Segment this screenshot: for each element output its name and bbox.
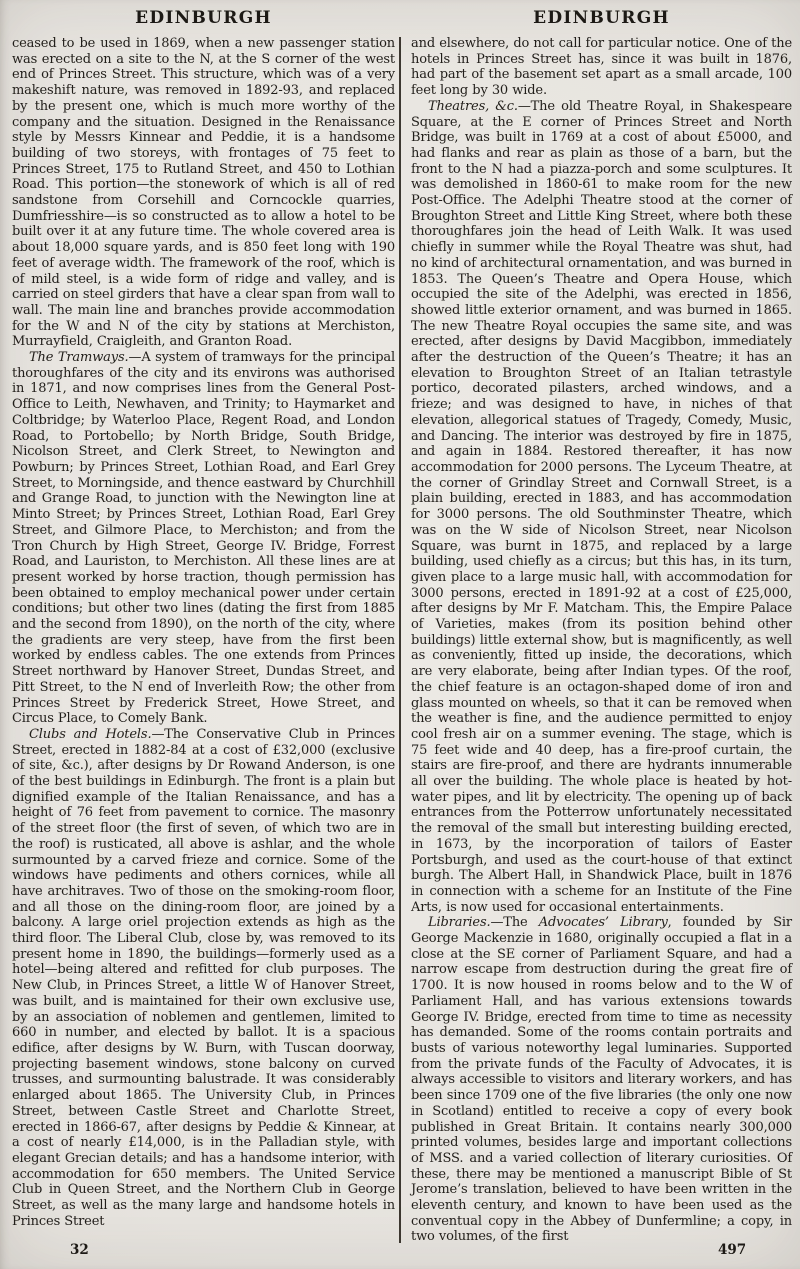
left-running-head: EDINBURGH [135, 8, 272, 28]
page-number-right: 497 [718, 1242, 747, 1258]
paragraph-text: —A system of tramways for the principal thoroughfares of the city and its environs was authorised in 1871, and now comprises lines from the General Post-Office to Leith, Newhaven, and Trinity; to Haymarket and Coltbridge; by Waterloo Place, Regent Road, and London Road, to Portobello; by North Bridge, South Bridge, Nicolson Street, and Clerk Street, to Newington and Powburn; by Princes Street, Lothian Road, and Earl Grey Street, to Morningside, and thence eastward by Churchhill and Grange Road, to junction with the Newington line at Minto Street; by Princes Street, Lothian Road, Earl Grey Street, and Gilmore Place, to Merchiston; and from the Tron Church by High Street, George IV. Bridge, Forrest Road, and Lauriston, to Merchiston. All these lines are at present worked by horse traction, though permission has been obtained to employ mechanical power under certain conditions; but other two lines (dating the first from 1885 and the second from 1890), on the north of the city, where the gradients are very steep, have from the first been worked by endless cables. The one extends from Princes Street northward by Hanover Street, Dundas Street, and Pitt Street, to the N end of Inverleith Row; the other from Princes Street by Frederick Street, Howe Street, and Circus Place, to Comely Bank. [12, 350, 396, 727]
paragraph-italic-title: Advocates’ Library [538, 915, 668, 931]
paragraph-station-continuation [12, 36, 395, 350]
right-column-text [411, 36, 792, 1245]
right-running-head: EDINBURGH [533, 8, 670, 28]
paragraph-text: ceased to be used in 1869, when a new passenger station was erected on a site to the N, at the S corner of the west end of Princes Street. This structure, which was of a very makeshift nature, was removed in 1892-93, and replaced by the present one, which is much more worthy of the company and the situation. Designed in the Renaissance style by Messrs Kinnear and Peddie, it is a handsome building of two storeys, with frontages of 75 feet to Princes Street, 175 to Rutland Street, and 450 to Lothian Road. This portion—the stonework of which is all of red sandstone from Corsehill and Corncockle quarries, Dumfriesshire—is so constructed as to allow a hotel to be built over it at any future time. The whole covered area is about 18,000 square yards, and is 850 feet long with 190 feet of average width. The framework of the roof, which is of mild steel, is a wide form of ridge and valley, and is carried on steel girders that have a clear span from wall to wall. The main line and branches provide accommodation for the W and N of the city by stations at Merchiston, Murrayfield, Craigleith, and Granton Road. [12, 36, 395, 350]
paragraph-libraries [411, 915, 792, 1245]
paragraph-text: —The Conservative Club in Princes Street, erected in 1882-84 at a cost of £32,000 (exclusive of site, &c.), after designs by Dr Rowand Anderson, is one of the best buildings in Edinburgh. The front is a plain but dignified example of the Italian Renaissance, and has a height of 76 feet from pavement to cornice. The masonry of the street floor (the first of seven, of which two are in the roof) is rusticated, all above is ashlar, and the whole surmounted by a carved frieze and cornice. Some of the windows have pediments and others cornices, while all have architraves. Two of those on the smoking-room floor, and all those on the dining-room floor, are joined by a balcony. A large oriel projection extends as high as the third floor. The Liberal Club, close by, was removed to its present home in 1890, the buildings—formerly used as a hotel—being altered and refitted for club purposes. The New Club, in Princes Street, a little W of Hanover Street, was built, and is maintained for their own exclusive use, by an association of noblemen and gentlemen, limited to 660 in number, and elected by ballot. It is a spacious edifice, after designs by W. Burn, with Tuscan doorway, projecting basement windows, stone balcony on curved trusses, and surmounting balustrade. It was considerably enlarged about 1865. The University Club, in Princes Street, between Castle Street and Charlotte Street, erected in 1866-67, after designs by Peddie & Kinnear, at a cost of nearly £14,000, is in the Palladian style, with elegant Grecian details; and has a handsome interior, with accommodation for 650 members. The United Service Club in Queen Street, and the Northern Club in George Street, as well as the many large and handsome hotels in Princes Street [12, 726, 395, 1229]
paragraph-theatres [411, 99, 792, 916]
paragraph-text: and elsewhere, do not call for particular notice. One of the hotels in Princes Street has, since it was built in 1876, had part of the basement set apart as a small arcade, 100 feet long by 30 wide. [411, 36, 792, 99]
paragraph-text: —The [490, 915, 539, 931]
right-column [411, 8, 792, 1245]
paragraph-tramways [12, 350, 395, 727]
paragraph-lead: Libraries. [428, 915, 491, 931]
paragraph-text: , founded by Sir George Mackenzie in 1680, originally occupied a flat in a close at the SE corner of Parliament Square, and had a narrow escape from destruction during the great fire of 1700. It is now housed in rooms below and to the W of Parliament Hall, and has various extensions towards George IV. Bridge, erected from time to time as necessity has demanded. Some of the rooms contain portraits and busts of various noteworthy legal luminaries. Supported from the private funds of the Faculty of Advocates, it is always accessible to visitors and literary workers, and has been since 1709 one of the five libraries (the only one now in Scotland) entitled to receive a copy of every book published in Great Britain. It contains nearly 300,000 printed volumes, besides large and important collections of MSS. and a varied collection of literary curiosities. Of these, there may be mentioned a manuscript Bible of St Jerome’s translation, believed to have been written in the eleventh century, and known to have been used as the conventual copy in the Abbey of Dunfermline; a copy, in two volumes, of the first [411, 915, 792, 1245]
paragraph-lead: Theatres, &c. [428, 98, 518, 114]
left-column-text [12, 36, 395, 1229]
page-number-left: 32 [70, 1242, 89, 1258]
column-divider-rule [399, 37, 401, 1243]
paragraph-lead: Clubs and Hotels. [29, 726, 152, 742]
paragraph-hotels-continuation [411, 36, 792, 99]
left-column [12, 8, 395, 1229]
paragraph-text: —The old Theatre Royal, in Shakespeare Square, at the E corner of Princes Street and North Bridge, was built in 1769 at a cost of about £5000, and had flanks and rear as plain as those of a barn, but the front to the N had a piazza-porch and some sculptures. It was demolished in 1860-61 to make room for the new Post-Office. The Adelphi Theatre stood at the corner of Broughton Street and Little King Street, where both these thoroughfares join the head of Leith Walk. It was used chiefly in summer while the Royal Theatre was shut, had no kind of architectural ornamentation, and was burned in 1853. The Queen’s Theatre and Opera House, which occupied the site of the Adelphi, was erected in 1856, showed little exterior ornament, and was burned in 1865. The new Theatre Royal occupies the same site, and was erected, after designs by David Macgibbon, immediately after the destruction of the Queen’s Theatre; it has an elevation to Broughton Street of an Italian tetrastyle portico, decorated pilasters, arched windows, and a frieze; and was designed to have, in niches of that elevation, allegorical statues of Tragedy, Comedy, Music, and Dancing. The interior was destroyed by fire in 1875, and again in 1884. Restored thereafter, it has now accommodation for 2000 persons. The Lyceum Theatre, at the corner of Grindlay Street and Cornwall Street, is a plain building, erected in 1883, and has accommodation for 3000 persons. The old Southminster Theatre, which was on the W side of Nicolson Street, near Nicolson Square, was burnt in 1875, and replaced by a large building, used chiefly as a circus; but this has, in its turn, given place to a large music hall, with accommodation for 3000 persons, erected in 1891-92 at a cost of £25,000, after designs by Mr F. Matcham. This, the Empire Palace of Varieties, makes (from its position behind other buildings) little external show, but is magnificently, as well as conveniently, fitted up inside, the decorations, which are very elaborate, being after Indian types. Of the roof, the chief feature is an octagon-shaped dome of iron and glass mounted on wheels, so that it can be removed when the weather is fine, and the audience permitted to enjoy cool fresh air on a summer evening. The stage, which is 75 feet wide and 40 deep, has a fire-proof curtain, the stairs are fire-proof, and there are hydrants innumerable all over the building. The whole place is heated by hot-water pipes, and lit by electricity. The opening up of back entrances from the Potterrow unfortunately necessitated the removal of the small but interesting building erected, in 1673, by the incorporation of tailors of Easter Portsburgh, and used as the court-house of that extinct burgh. The Albert Hall, in Shandwick Place, built in 1876 in connection with a scheme for an Institute of the Fine Arts, is now used for occasional entertainments. [411, 98, 792, 915]
paragraph-lead: The Tramways. [29, 350, 129, 366]
paragraph-clubs-and-hotels [12, 727, 395, 1230]
